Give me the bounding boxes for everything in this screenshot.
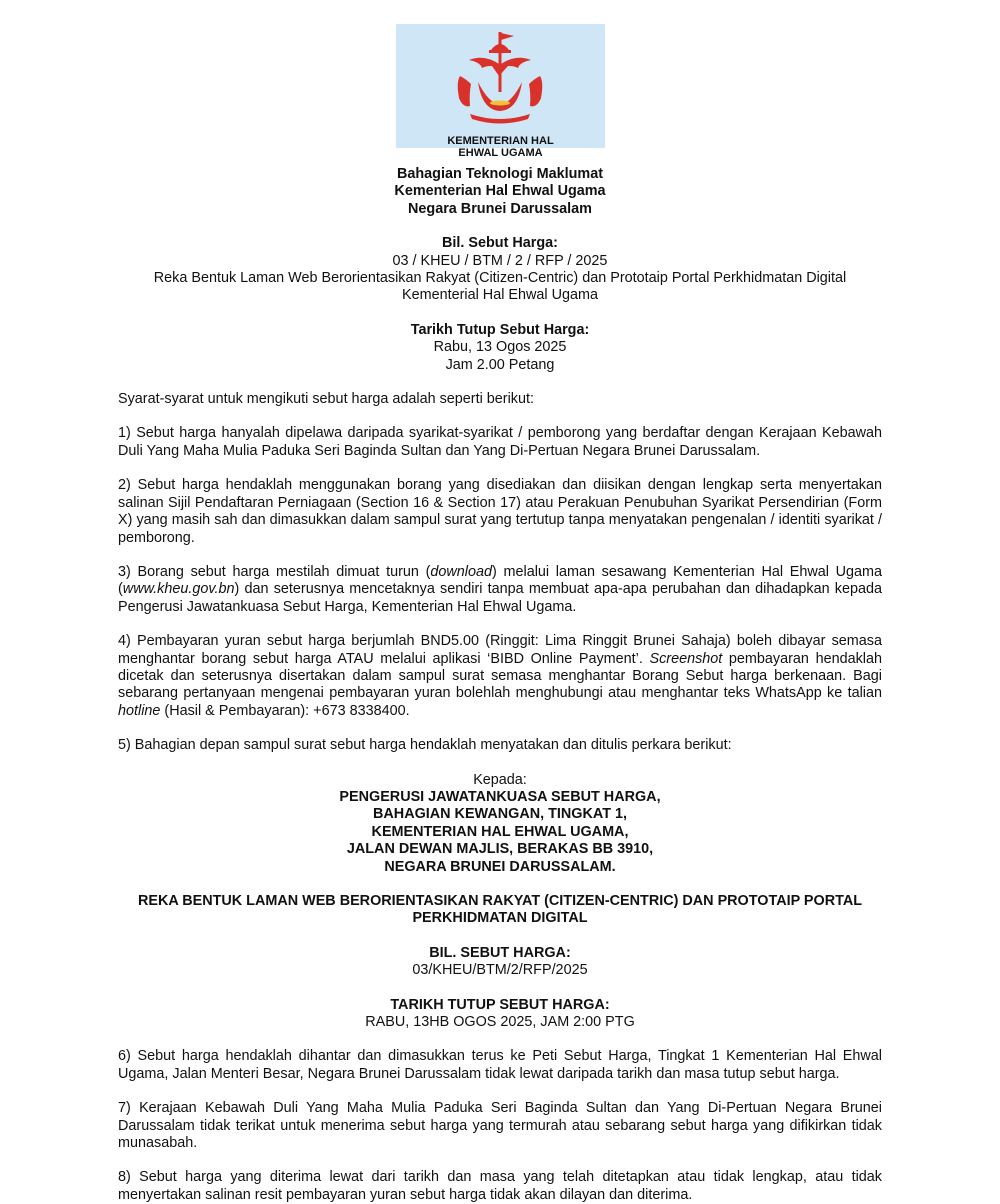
envelope-title-line1: REKA BENTUK LAMAN WEB BERORIENTASIKAN RAKYAT (CITIZEN-CENTRIC) DAN PROTOTAIP PORTAL — [137, 893, 863, 909]
conditions-intro: Syarat-syarat untuk mengikuti sebut harga adalah seperti berikut: — [118, 391, 534, 408]
closing-time: Jam 2.00 Petang — [445, 356, 555, 373]
envelope-ref-number: 03/KHEU/BTM/2/RFP/2025 — [412, 962, 588, 979]
brunei-crest-icon — [396, 24, 605, 134]
project-title-line1: Reka Bentuk Laman Web Berorientasikan Rakyat (Citizen-Centric) dan Prototaip Portal Perkhidmatan Digital — [153, 270, 847, 287]
condition-4-part-a: 4) Pembayaran yuran sebut harga berjumlah BND5.00 (Ringgit: Lima Ringgit Brunei Sahaja) boleh dibayar semasa menghantar borang sebut harga ATAU melalui aplikasi ‘BIBD Online Payment’. — [118, 633, 882, 667]
condition-8: 8) Sebut harga yang diterima lewat dari tarikh dan masa yang telah ditetapkan atau tidak lengkap, atau tidak menyertakan salinan resit pembayaran yuran sebut harga tidak akan dilayan dan diterima. — [118, 1169, 882, 1203]
closing-label: Tarikh Tutup Sebut Harga: — [410, 321, 590, 338]
condition-4-screenshot-term: Screenshot — [649, 650, 723, 667]
condition-3-part-a: 3) Borang sebut harga mestilah dimuat turun ( — [118, 563, 431, 580]
condition-3-part-e: ) dan seterusnya mencetaknya sendiri tanpa membuat apa-apa perubahan dan dihadapkan kepada Pengerusi Jawatankuasa Sebut Harga, Kementerian Hal Ehwal Ugama. — [118, 581, 882, 615]
condition-3-part-c: ) melalui laman sesawang Kementerian Hal Ehwal Ugama ( — [118, 563, 882, 598]
closing-date: Rabu, 13 Ogos 2025 — [433, 339, 567, 356]
envelope-kepada: Kepada: — [473, 771, 527, 788]
condition-4-part-c: pembayaran hendaklah dicetak dan seterusnya disertakan dalam sampul surat semasa menghantar Borang Sebut harga berkenaan. Bagi sebarang pertanyaan mengenai pembayaran yuran bolehlah menghubungi atau menghantar teks WhatsApp ke talian — [118, 650, 882, 702]
envelope-closing-value: RABU, 13HB OGOS 2025, JAM 2:00 PTG — [365, 1014, 635, 1031]
envelope-block — [118, 772, 882, 1032]
document-body — [118, 166, 882, 1204]
envelope-address-line2: BAHAGIAN KEWANGAN, TINGKAT 1, — [373, 806, 627, 823]
condition-1: 1) Sebut harga hanyalah dipelawa daripada syarikat-syarikat / pemborong yang berdaftar dengan Kerajaan Kebawah Duli Yang Maha Mulia Paduka Seri Baginda Sultan dan Yang Di-Pertuan Negara Brunei Darussalam. — [118, 425, 882, 459]
logo-text-line1: KEMENTERIAN HAL — [447, 135, 554, 147]
ref-label: Bil. Sebut Harga: — [442, 235, 558, 252]
condition-7: 7) Kerajaan Kebawah Duli Yang Maha Mulia Paduka Seri Baginda Sultan dan Yang Di-Pertuan Negara Brunei Darussalam tidak terikat untuk menerima sebut harga yang termurah atau sebarang sebut harga yang difikirkan tidak munasabah. — [118, 1100, 882, 1152]
condition-6: 6) Sebut harga hendaklah dihantar dan dimasukkan terus ke Peti Sebut Harga, Tingkat 1 Kementerian Hal Ehwal Ugama, Jalan Menteri Besar, Negara Brunei Darussalam tidak lewat daripada tarikh dan masa tutup sebut harga. — [118, 1048, 882, 1082]
envelope-address-line4: JALAN DEWAN MAJLIS, BERAKAS BB 3910, — [346, 841, 654, 858]
envelope-address-line1: PENGERUSI JAWATANKUASA SEBUT HARGA, — [339, 788, 661, 805]
condition-3 — [118, 564, 882, 616]
header-department: Bahagian Teknologi Maklumat — [396, 166, 604, 182]
condition-4-hotline-term: hotline — [118, 702, 161, 719]
condition-4 — [118, 633, 882, 720]
condition-2: 2) Sebut harga hendaklah menggunakan borang yang disediakan dan diisikan dengan lengkap serta menyertakan salinan Sijil Pendaftaran Perniagaan (Section 16 & Section 17) atau Perakuan Penubuhan Syarikat Persendirian (Form X) yang masih sah dan dimasukkan dalam sampul surat yang tertutup tanpa menyatakan pengenalan / identiti syarikat / pemborong. — [118, 477, 882, 546]
condition-5: 5) Bahagian depan sampul surat sebut harga hendaklah menyatakan dan ditulis perkara berikut: — [118, 737, 732, 754]
envelope-address-line3: KEMENTERIAN HAL EHWAL UGAMA, — [371, 823, 629, 840]
condition-3-download-term: download — [430, 563, 493, 580]
logo-text-line2: EHWAL UGAMA — [458, 147, 543, 159]
envelope-ref-label: BIL. SEBUT HARGA: — [429, 944, 571, 961]
envelope-title-line2: PERKHIDMATAN DIGITAL — [412, 910, 588, 927]
header-country: Negara Brunei Darussalam — [408, 200, 592, 217]
condition-4-part-e: (Hasil & Pembayaran): +673 8338400. — [160, 702, 410, 719]
project-title-line2: Kementerial Hal Ehwal Ugama — [402, 287, 598, 304]
ref-number: 03 / KHEU / BTM / 2 / RFP / 2025 — [392, 252, 608, 269]
header-ministry: Kementerian Hal Ehwal Ugama — [394, 183, 606, 200]
envelope-address-line5: NEGARA BRUNEI DARUSSALAM. — [384, 858, 616, 875]
condition-3-website: www.kheu.gov.bn — [122, 581, 235, 598]
ministry-logo — [396, 24, 605, 159]
envelope-closing-label: TARIKH TUTUP SEBUT HARGA: — [390, 996, 610, 1013]
